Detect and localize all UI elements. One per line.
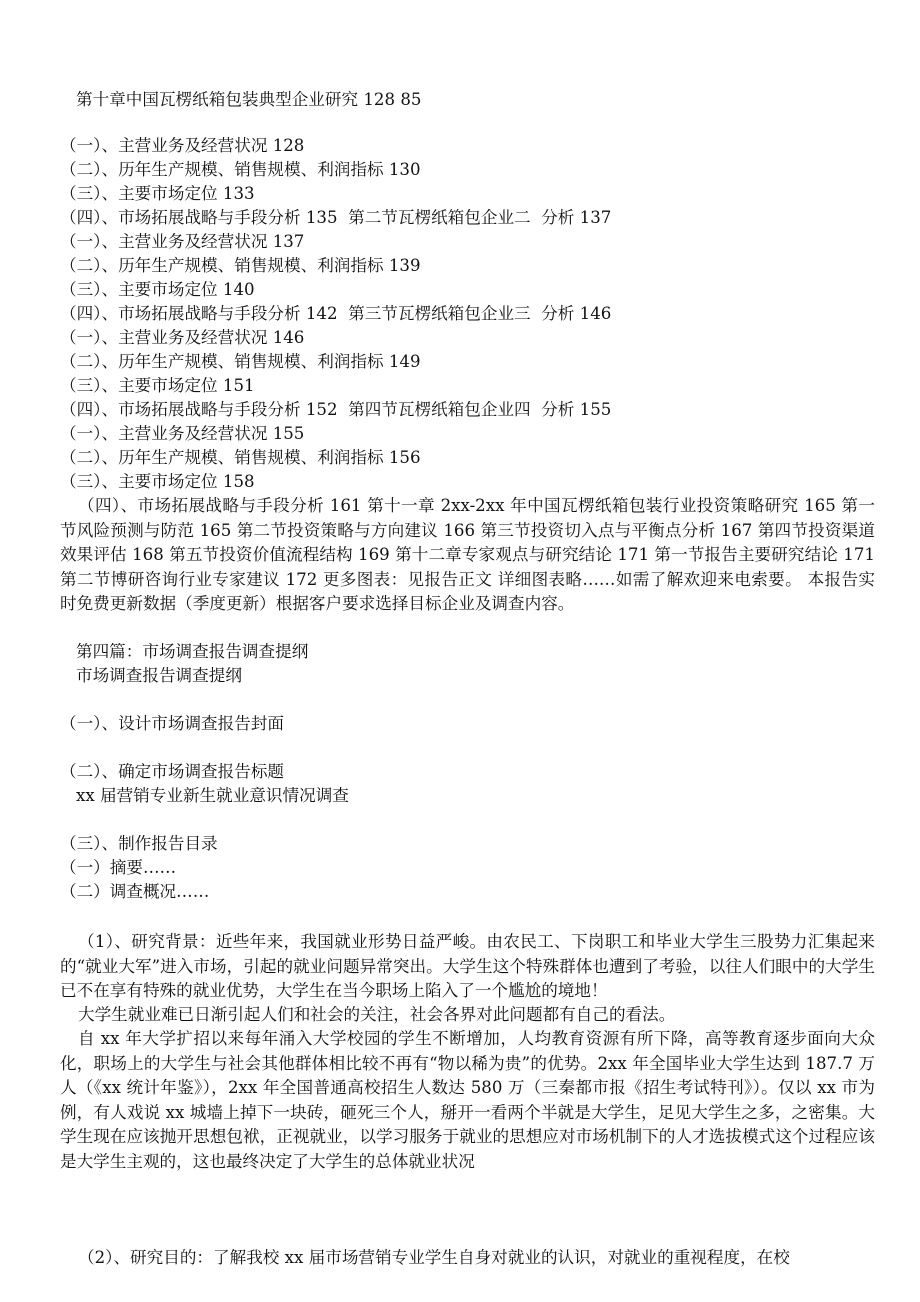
toc-line: （四）、市场拓展战略与手段分析 142 第三节瓦楞纸箱包企业三 分析 146 — [60, 304, 612, 323]
step-2-heading: （二）、确定市场调查报告标题 — [60, 762, 285, 781]
background-paragraph: （1）、研究背景：近些年来，我国就业形势日益严峻。由农民工、下岗职工和毕业大学生三股势力汇集起来的“就业大军”进入市场，引起的就业问题异常突出。大学生这个特殊群体也遭到了考验，以往人们眼中的大学生已不在享有特殊的就业优势，大学生在当今职场上陷入了一个尴尬的境地！ — [60, 932, 875, 1001]
toc-sub-overview: （二）调查概况…… — [60, 882, 210, 901]
toc-sub-abstract: （一）摘要…… — [60, 858, 177, 877]
part4-subtitle: 市场调查报告调查提纲 — [76, 666, 242, 685]
toc-line: （二）、历年生产规模、销售规模、利润指标 156 — [60, 448, 421, 467]
step-3-heading: （三）、制作报告目录 — [60, 834, 218, 853]
toc-line: （三）、主要市场定位 133 — [60, 184, 255, 203]
expansion-paragraph: 自 xx 年大学扩招以来每年涌入大学校园的学生不断增加，人均教育资源有所下降，高等教育逐步面向大众化，职场上的大学生与社会其他群体相比较不再有“物以稀为贵”的优势。2xx 年全国毕业大学生达到 187.7 万人（《xx 统计年鉴》），2xx 年全国普通高校招生人数达 580 万（三秦都市报《招生考试特刊》）。仅以 xx 市为例，有人戏说 xx 城墙上掉下一块砖，砸死三个人，掰开一看两个半就是大学生，足见大学生之多，之密集。大学生现在应该抛开思想包袱，正视就业，以学习服务于就业的思想应对市场机制下的人才选拔模式这个过程应该是大学生主观的，这也最终决定了大学生的总体就业状况 — [60, 1029, 875, 1171]
concern-paragraph: 大学生就业难已日渐引起人们和社会的关注，社会各界对此问题都有自己的看法。 — [78, 1005, 676, 1024]
toc-line: （一）、主营业务及经营状况 137 — [60, 232, 305, 251]
toc-line: （二）、历年生产规模、销售规模、利润指标 139 — [60, 256, 421, 275]
toc-paragraph: （四）、市场拓展战略与手段分析 161 第十一章 2xx-2xx 年中国瓦楞纸箱包装行业投资策略研究 165 第一节风险预测与防范 165 第二节投资策略与方向建议 166 第三节投资切入点与平衡点分析 167 第四节投资渠道效果评估 168 第五节投资价值流程结构 169 第十二章专家观点与研究结论 171 第一节报告主要研究结论 171 第二节博研咨询行业专家建议 172 更多图表：见报告正文 详细图表略……如需了解欢迎来电索要。 本报告实时免费更新数据（季度更新）根据客户要求选择目标企业及调查内容。 — [60, 496, 875, 614]
purpose-paragraph: （2）、研究目的：了解我校 xx 届市场营销专业学生自身对就业的认识，对就业的重视程度，在校 — [78, 1248, 790, 1267]
toc-line: （二）、历年生产规模、销售规模、利润指标 130 — [60, 160, 421, 179]
chapter-title: 第十章中国瓦楞纸箱包装典型企业研究 128 85 — [76, 90, 422, 109]
toc-line: （二）、历年生产规模、销售规模、利润指标 149 — [60, 352, 421, 371]
toc-line: （四）、市场拓展战略与手段分析 135 第二节瓦楞纸箱包企业二 分析 137 — [60, 208, 612, 227]
toc-line: （三）、主要市场定位 158 — [60, 472, 255, 491]
toc-line: （四）、市场拓展战略与手段分析 152 第四节瓦楞纸箱包企业四 分析 155 — [60, 400, 612, 419]
toc-line: （三）、主要市场定位 151 — [60, 376, 255, 395]
toc-line: （一）、主营业务及经营状况 155 — [60, 424, 305, 443]
part4-title: 第四篇：市场调查报告调查提纲 — [76, 642, 309, 661]
step-1-heading: （一）、设计市场调查报告封面 — [60, 714, 285, 733]
toc-line: （一）、主营业务及经营状况 128 — [60, 136, 305, 155]
report-title: xx 届营销专业新生就业意识情况调查 — [76, 786, 349, 805]
toc-line: （一）、主营业务及经营状况 146 — [60, 328, 305, 347]
toc-line: （三）、主要市场定位 140 — [60, 280, 255, 299]
